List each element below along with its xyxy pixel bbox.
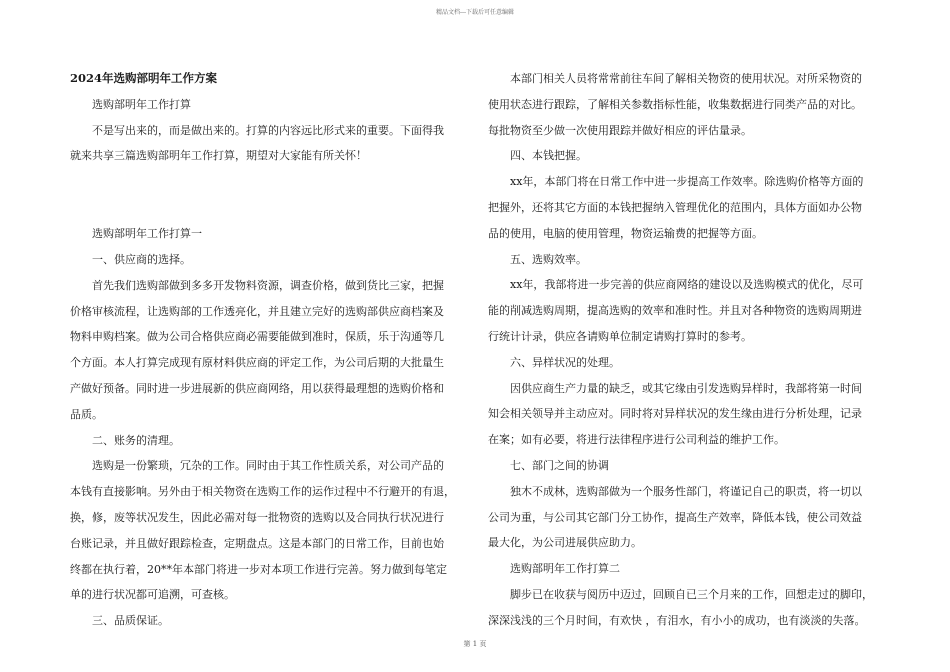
- text-line: 本钱有直接影响。另外由于相关物资在选购工作的运作过程中不行避开的有退，: [70, 485, 455, 499]
- text-line: 终都在执行着，20**年本部门将进一步对本项工作进行完善。努力做到每笔定: [70, 562, 447, 576]
- text-line: 公司为重，与公司其它部门分工协作，提高生产效率，降低本钱，使公司效益: [488, 510, 862, 524]
- page-header: 精品文档---下载后可任意编辑: [435, 9, 515, 16]
- section-heading: 三、品质保证。: [92, 614, 169, 628]
- page-number: 第 1 页: [463, 640, 487, 648]
- right-column: [488, 66, 873, 634]
- text-line: 物料申购档案。做为公司合格供应商必需要能做到准时，保质，乐于沟通等几: [70, 330, 444, 344]
- text-line: 品的使用，电脑的使用管理，物资运输费的把握等方面。: [488, 226, 763, 240]
- section-heading: 二、账务的清理。: [92, 433, 180, 447]
- text-line: 把握外，还将其它方面的本钱把握纳入管理优化的范围内，具体方面如办公物: [488, 200, 862, 214]
- text-line: 独木不成林，选购部做为一个服务性部门，将谨记自己的职责，将一切以: [510, 484, 862, 498]
- section-heading: 选购部明年工作打算一: [92, 227, 202, 241]
- section-heading: 六、异样状况的处理。: [510, 355, 620, 369]
- section-heading: 七、部门之间的协调: [510, 458, 609, 472]
- text-line: 脚步已在收获与阅历中迈过，回顾自已三个月来的工作，回想走过的脚印，: [510, 587, 873, 601]
- text-line: 首先我们选购部做到多多开发物料资源，调查价格，做到货比三家，把握: [92, 278, 444, 292]
- section-heading: 选购部明年工作打算二: [510, 562, 620, 576]
- text-line: 最大化，为公司进展供应助力。: [488, 536, 642, 550]
- text-line: 知会相关领导并主动应对。同时将对异样状况的发生缘由进行分析处理，记录: [488, 407, 862, 421]
- text-line: 品质。: [70, 407, 103, 421]
- section-heading: 四、本钱把握。: [510, 149, 587, 163]
- document-title: 2024年选购部明年工作方案: [70, 71, 218, 85]
- text-line: 换，修，废等状况发生，因此必需对每一批物资的选购以及合同执行状况进行: [70, 510, 444, 524]
- text-line: 因供应商生产力量的缺乏，或其它缘由引发选购异样时，我部将第一时间: [510, 381, 862, 395]
- text-line: 在案；如有必要，将进行法律程序进行公司利益的维护工作。: [488, 433, 785, 447]
- text-line: 产做好预备。同时进一步进展新的供应商网络，用以获得最理想的选购价格和: [70, 381, 444, 395]
- subtitle-line: 选购部明年工作打算: [92, 97, 191, 111]
- blank-space: [70, 195, 452, 221]
- text-line: xx年，我部将进一步完善的供应商网络的建设以及选购模式的优化，尽可: [510, 278, 864, 292]
- section-heading: 一、供应商的选择。: [92, 252, 191, 266]
- blank-space: [70, 169, 452, 195]
- text-line: 价格审核流程，让选购部的工作透亮化，并且建立完好的选购部供应商档案及: [70, 304, 444, 318]
- text-line: 使用状态进行跟踪，了解相关参数指标性能，收集数据进行同类产品的对比。: [488, 97, 862, 111]
- text-line: 行统计计录，供应各请购单位制定请购打算时的参考。: [488, 329, 752, 343]
- section-heading: 五、选购效率。: [510, 252, 587, 266]
- text-line: 选购是一份繁琐，冗杂的工作。同时由于其工作性质关系，对公司产品的: [92, 459, 444, 473]
- text-line: 本部门相关人员将常常前往车间了解相关物资的使用状况。对所采物资的: [510, 72, 862, 85]
- text-line: 台账记录，并且做好跟踪检查，定期盘点。这是本部门的日常工作，目前也始: [70, 536, 444, 550]
- text-line: xx年，本部门将在日常工作中进一步提高工作效率。除选购价格等方面的: [510, 175, 864, 189]
- text-line: 个方面。本人打算完成现有原材料供应商的评定工作，为公司后期的大批量生: [70, 356, 444, 370]
- left-column: [70, 66, 455, 634]
- text-line: 每批物资至少做一次使用跟踪并做好相应的评估量录。: [488, 123, 752, 137]
- text-line: 不是写出来的，而是做出来的。打算的内容远比形式来的重要。下面得我: [92, 123, 444, 137]
- text-line: 就来共享三篇选购部明年工作打算，期望对大家能有所关怀！: [70, 149, 367, 163]
- text-line: 深深浅浅的三个月时间，有欢快 ，有泪水，有小小的成功，也有淡淡的失落。: [488, 613, 866, 627]
- text-line: 能的削减选购周期，提高选购的效率和准时性。并且对各种物资的选购周期进: [488, 304, 862, 318]
- text-line: 单的进行状况都可追溯，可查核。: [70, 588, 235, 602]
